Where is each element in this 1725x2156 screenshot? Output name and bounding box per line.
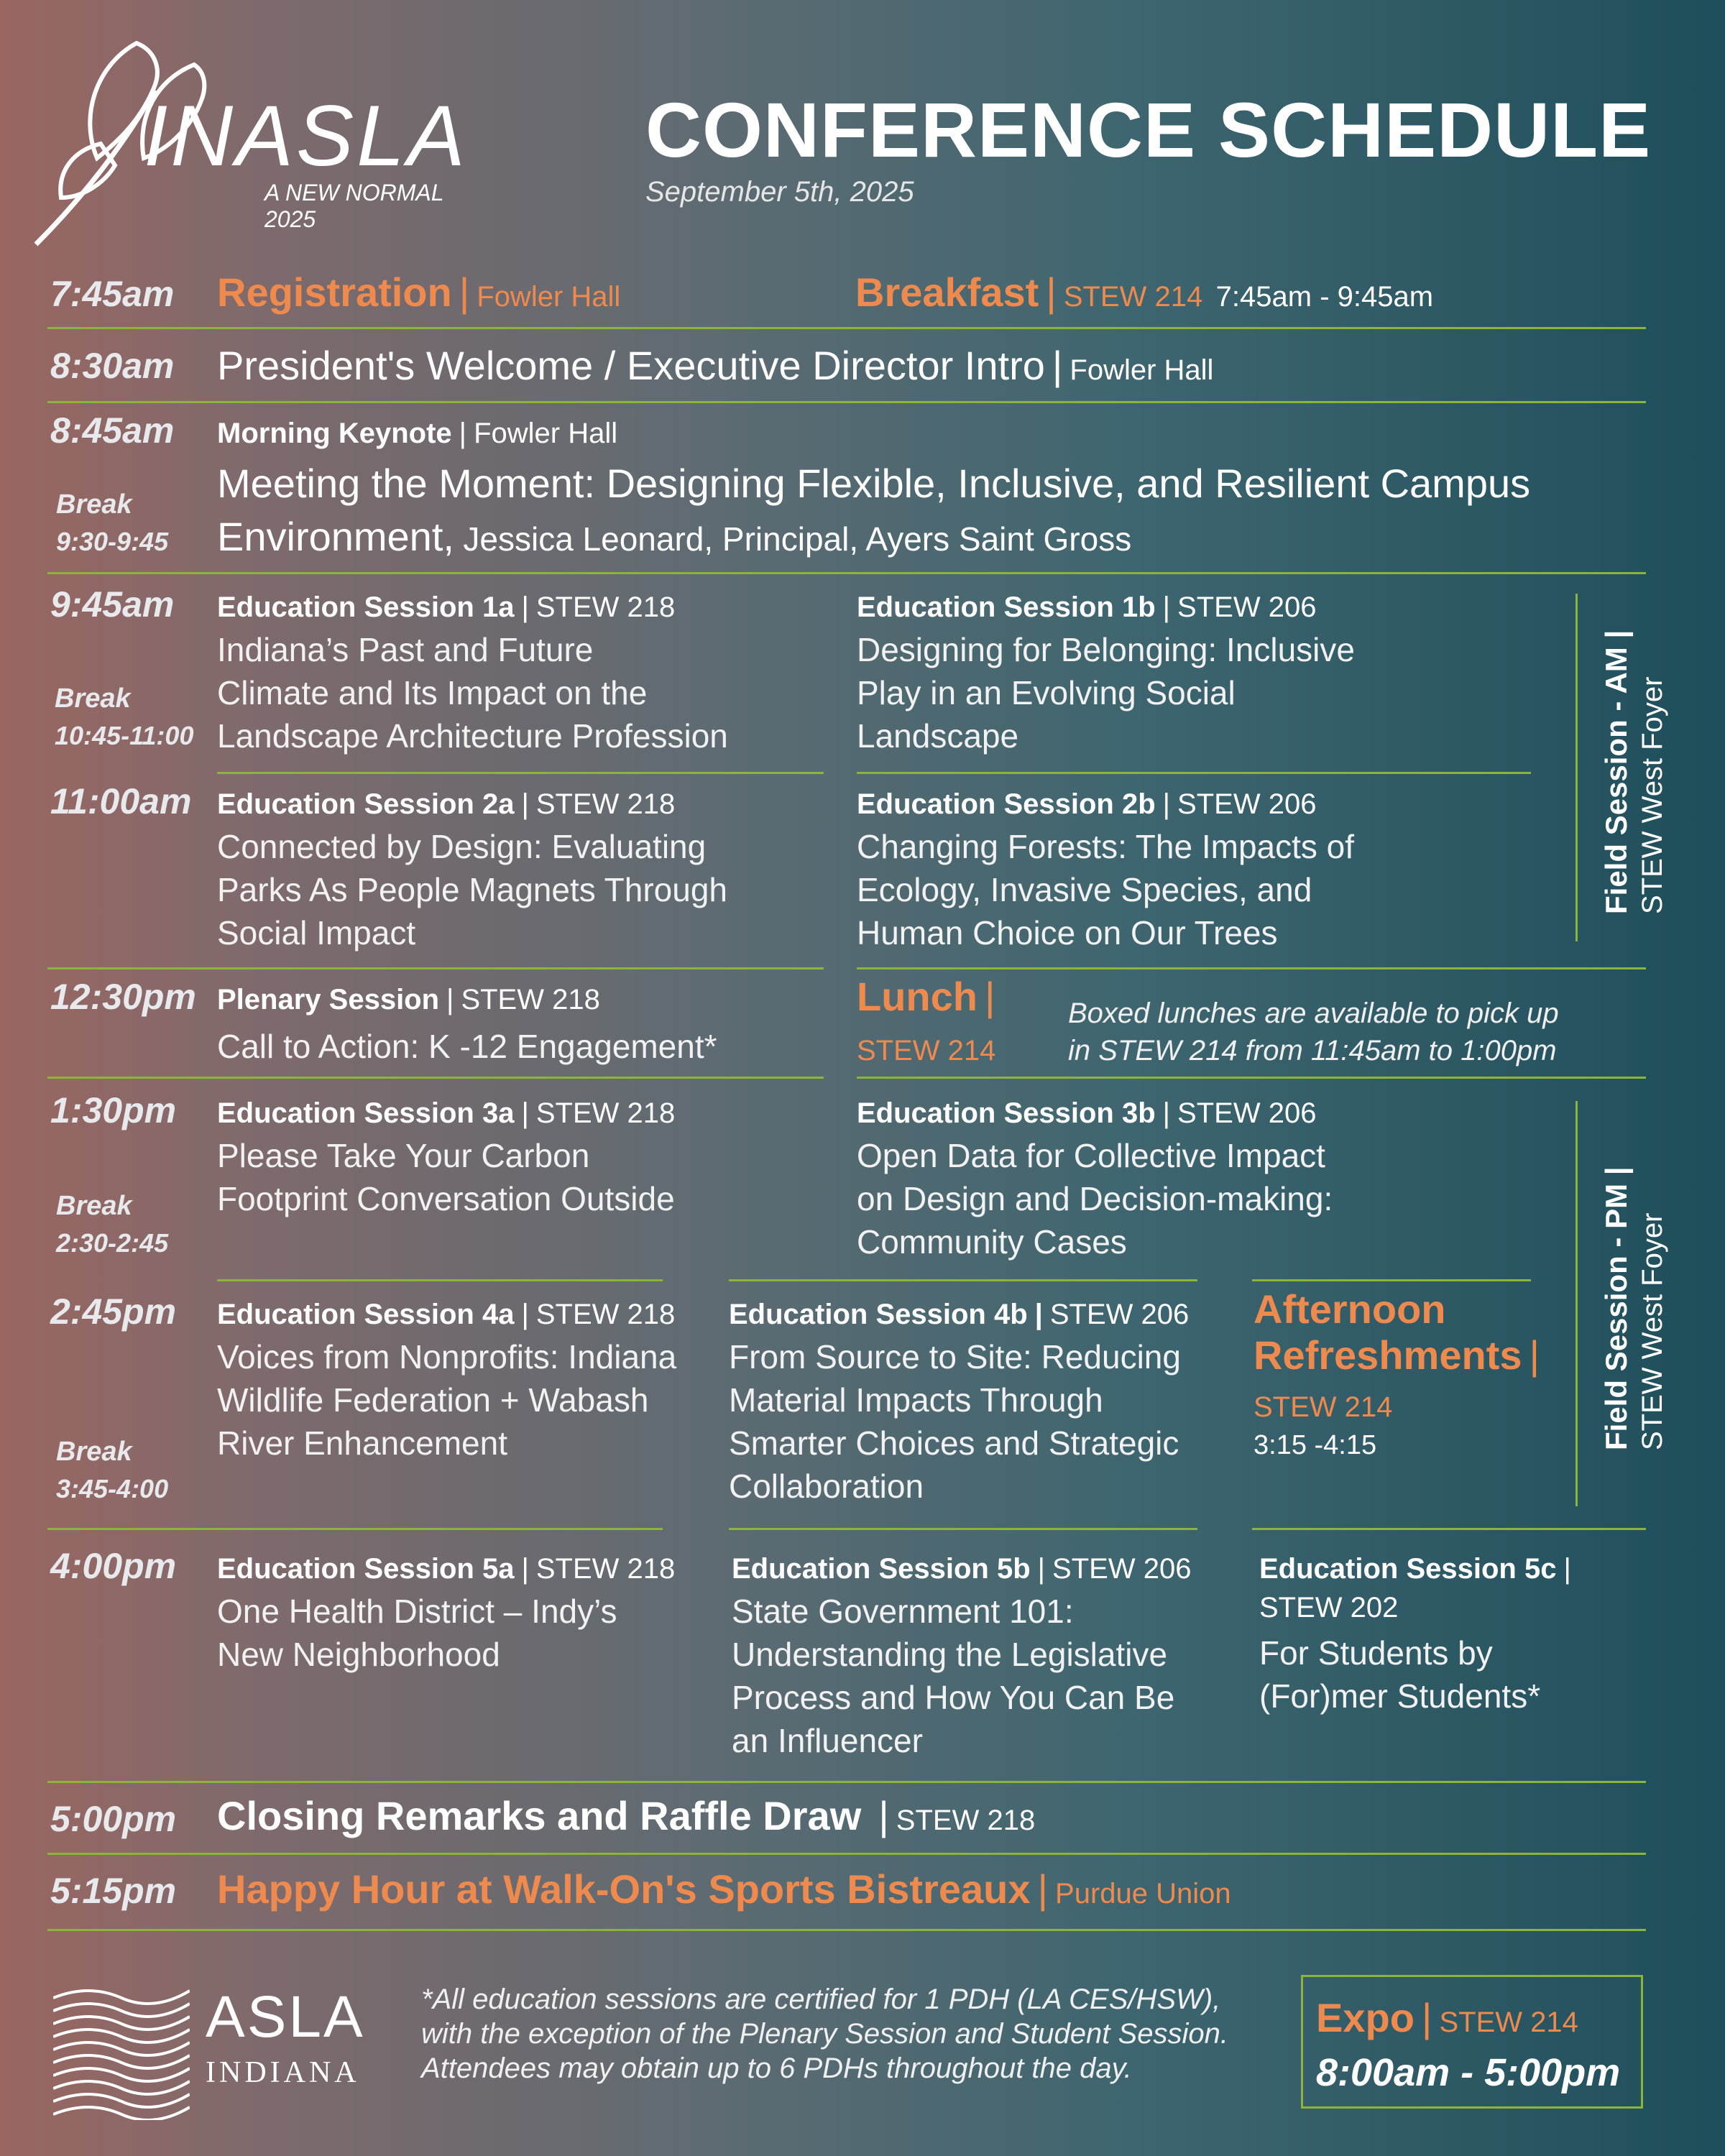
- title-line: Landscape Architecture Profession: [217, 717, 728, 755]
- session-2b-label: Education Session 2b: [857, 788, 1156, 820]
- welcome-location: Fowler Hall: [1070, 354, 1214, 386]
- wave-lines-icon: [53, 1984, 190, 2120]
- session-1a-title: [217, 628, 728, 757]
- session-5c-title: [1259, 1631, 1540, 1718]
- time-130: 1:30pm: [50, 1090, 177, 1130]
- session-5c-label: Education Session 5c: [1259, 1553, 1557, 1585]
- title-line: Voices from Nonprofits: Indiana: [217, 1338, 677, 1376]
- expo-location: STEW 214: [1439, 2007, 1578, 2038]
- note-line: with the exception of the Plenary Session and Student Session.: [421, 2018, 1228, 2050]
- breakfast-location: STEW 214: [1063, 281, 1203, 313]
- title-line: New Neighborhood: [217, 1636, 500, 1673]
- keynote-speaker: Jessica Leonard, Principal, Ayers Saint Gross: [463, 520, 1132, 558]
- plenary-label: Plenary Session: [217, 984, 440, 1015]
- session-1a-header: Education Session 1a | STEW 218: [217, 591, 676, 623]
- session-5a-header: Education Session 5a | STEW 218: [217, 1553, 676, 1585]
- break-time: 9:30-9:45: [56, 527, 169, 556]
- keynote-title-end: Environment,: [217, 514, 454, 559]
- field-session-am: [1598, 630, 1670, 914]
- session-3b-header: Education Session 3b | STEW 206: [857, 1097, 1317, 1129]
- happy-hour-location: Purdue Union: [1055, 1878, 1231, 1909]
- keynote-label: Morning Keynote: [217, 418, 452, 449]
- field-session-pm-title: Field Session - PM |: [1599, 1166, 1633, 1450]
- session-4a-label: Education Session 4a: [217, 1299, 515, 1330]
- session-5b-location: STEW 206: [1052, 1553, 1192, 1585]
- title-line: Open Data for Collective Impact: [857, 1137, 1325, 1174]
- session-5b-title: [732, 1590, 1174, 1762]
- break-label: Break: [56, 1437, 132, 1467]
- divider: [47, 327, 1646, 329]
- lunch-location: STEW 214: [857, 1035, 996, 1067]
- time-830: 8:30am: [50, 346, 175, 386]
- divider: [729, 1528, 1197, 1530]
- break-230: [56, 1187, 168, 1262]
- logo-tagline: A NEW NORMAL 2025: [264, 180, 443, 232]
- divider: [217, 1279, 663, 1281]
- session-5c-header: Education Session 5c | STEW 202: [1259, 1549, 1578, 1627]
- session-2b-header: Education Session 2b | STEW 206: [857, 788, 1317, 820]
- break-label: Break: [55, 683, 131, 714]
- expo-hours: 8:00am - 5:00pm: [1316, 2051, 1621, 2094]
- logo-name: INASLA: [144, 88, 468, 184]
- field-session-pm-bar: [1576, 1101, 1578, 1506]
- divider: [729, 1279, 1197, 1281]
- expo-title: Expo: [1316, 1995, 1414, 2040]
- session-1a-label: Education Session 1a: [217, 591, 515, 623]
- title-line: Human Choice on Our Trees: [857, 914, 1278, 952]
- session-1b-location: STEW 206: [1177, 591, 1317, 623]
- break-time: 3:45-4:00: [56, 1474, 169, 1503]
- title-line: Ecology, Invasive Species, and: [857, 871, 1312, 908]
- break-1045: [55, 680, 193, 755]
- registration-item: Registration | Fowler Hall: [217, 270, 621, 315]
- session-1b-title: [857, 628, 1355, 757]
- session-4a-header: Education Session 4a | STEW 218: [217, 1299, 676, 1330]
- keynote-title-line2: [217, 513, 1131, 560]
- session-4a-location: STEW 218: [535, 1299, 676, 1330]
- lunch-item: Lunch |: [857, 974, 995, 1019]
- divider: [857, 967, 1646, 969]
- session-3a-location: STEW 218: [535, 1097, 676, 1129]
- session-5b-header: Education Session 5b | STEW 206: [732, 1553, 1192, 1585]
- registration-location: Fowler Hall: [477, 281, 621, 313]
- refreshments-location: STEW 214: [1254, 1391, 1393, 1423]
- pdh-note: [421, 1982, 1228, 2086]
- title-line: Material Impacts Through: [729, 1381, 1103, 1419]
- time-845: 8:45am: [50, 410, 175, 451]
- break-345: [56, 1433, 168, 1508]
- time-500: 5:00pm: [50, 1799, 177, 1839]
- divider: [47, 401, 1646, 403]
- title-line: Process and How You Can Be: [732, 1679, 1175, 1716]
- title-line: Landscape: [857, 717, 1019, 755]
- divider: [217, 772, 824, 774]
- time-400: 4:00pm: [50, 1546, 177, 1586]
- refreshments-title-line2: Refreshments: [1254, 1332, 1522, 1378]
- keynote-location: Fowler Hall: [474, 418, 618, 449]
- note-line: *All education sessions are certified for 1 PDH (LA CES/HSW),: [421, 1984, 1221, 2015]
- session-3a-label: Education Session 3a: [217, 1097, 515, 1129]
- divider: [857, 772, 1531, 774]
- divider: [47, 572, 1646, 574]
- welcome-item: President's Welcome / Executive Director Intro | Fowler Hall: [217, 343, 1214, 388]
- title-line: Parks As People Magnets Through: [217, 871, 728, 908]
- field-session-pm: [1598, 1167, 1670, 1451]
- closing-item: Closing Remarks and Raffle Draw | STEW 218: [217, 1793, 1036, 1838]
- divider: [1252, 1279, 1531, 1281]
- title-line: One Health District – Indy’s: [217, 1593, 617, 1630]
- session-3b-label: Education Session 3b: [857, 1097, 1156, 1129]
- session-4b-location: STEW 206: [1049, 1299, 1190, 1330]
- registration-title: Registration: [217, 270, 452, 315]
- page-title: CONFERENCE SCHEDULE: [645, 86, 1652, 173]
- breakfast-title: Breakfast: [855, 270, 1039, 315]
- session-5b-label: Education Session 5b: [732, 1553, 1031, 1585]
- page-date: September 5th, 2025: [645, 176, 914, 208]
- session-3a-title: [217, 1134, 675, 1220]
- session-3b-title: [857, 1134, 1333, 1263]
- session-4b-label: Education Session 4b: [729, 1299, 1028, 1330]
- session-3b-location: STEW 206: [1177, 1097, 1317, 1129]
- keynote-title-line1: Meeting the Moment: Designing Flexible, Inclusive, and Resilient Campus: [217, 461, 1531, 506]
- time-745: 7:45am: [50, 274, 175, 314]
- title-line: Community Cases: [857, 1223, 1127, 1261]
- time-515: 5:15pm: [50, 1871, 177, 1911]
- time-1230: 12:30pm: [50, 977, 196, 1017]
- expo-box: Expo | STEW 214 8:00am - 5:00pm: [1301, 1975, 1643, 2109]
- session-4a-title: [217, 1335, 676, 1465]
- refreshments-time: 3:15 -4:15: [1254, 1430, 1377, 1460]
- refreshments-title-line1: Afternoon: [1254, 1286, 1446, 1332]
- field-session-am-bar: [1576, 594, 1578, 941]
- title-line: Designing for Belonging: Inclusive: [857, 631, 1355, 668]
- divider: [47, 1528, 663, 1530]
- session-2a-title: [217, 825, 727, 954]
- note-line: Attendees may obtain up to 6 PDHs throughout the day.: [421, 2053, 1132, 2084]
- lunch-note-line: Boxed lunches are available to pick up: [1068, 998, 1559, 1029]
- break-time: 10:45-11:00: [55, 721, 194, 750]
- conference-logo: [29, 36, 489, 252]
- divider: [47, 1781, 1646, 1783]
- title-line: (For)mer Students*: [1259, 1677, 1541, 1715]
- break-label: Break: [56, 489, 132, 520]
- title-line: Climate and Its Impact on the: [217, 674, 648, 711]
- session-1b-label: Education Session 1b: [857, 591, 1156, 623]
- lunch-note-line: in STEW 214 from 11:45am to 1:00pm: [1068, 1035, 1557, 1067]
- session-2b-title: [857, 825, 1354, 954]
- refreshments-item: Afternoon Refreshments |: [1254, 1286, 1547, 1389]
- time-245: 2:45pm: [50, 1291, 177, 1332]
- asla-wordmark: ASLA: [206, 1984, 365, 2050]
- lunch-title: Lunch: [857, 974, 978, 1019]
- time-1100: 11:00am: [50, 781, 192, 821]
- session-5a-label: Education Session 5a: [217, 1553, 515, 1585]
- title-line: River Enhancement: [217, 1424, 507, 1462]
- session-2a-location: STEW 218: [535, 788, 676, 820]
- break-time: 2:30-2:45: [56, 1228, 169, 1258]
- session-2b-location: STEW 206: [1177, 788, 1317, 820]
- divider: [47, 1929, 1646, 1931]
- title-line: Changing Forests: The Impacts of: [857, 828, 1355, 865]
- title-line: Understanding the Legislative: [732, 1636, 1168, 1673]
- title-line: From Source to Site: Reducing: [729, 1338, 1181, 1376]
- session-1a-location: STEW 218: [535, 591, 676, 623]
- happy-hour-item: Happy Hour at Walk-On's Sports Bistreaux | Purdue Union: [217, 1866, 1231, 1912]
- lunch-note: [1068, 995, 1559, 1069]
- field-session-am-title: Field Session - AM |: [1599, 630, 1633, 914]
- plenary-header: Plenary Session | STEW 218: [217, 984, 600, 1015]
- divider: [47, 967, 824, 969]
- title-line: Play in an Evolving Social: [857, 674, 1236, 711]
- session-2a-header: Education Session 2a | STEW 218: [217, 788, 676, 820]
- title-line: Please Take Your Carbon: [217, 1137, 590, 1174]
- session-1b-header: Education Session 1b | STEW 206: [857, 591, 1317, 623]
- session-2a-label: Education Session 2a: [217, 788, 515, 820]
- title-line: State Government 101:: [732, 1593, 1074, 1630]
- divider: [47, 1853, 1646, 1855]
- indiana-wordmark: INDIANA: [206, 2056, 360, 2089]
- plenary-title: Call to Action: K -12 Engagement*: [217, 1028, 717, 1065]
- title-line: Wildlife Federation + Wabash: [217, 1381, 649, 1419]
- title-line: Smarter Choices and Strategic: [729, 1424, 1179, 1462]
- time-945: 9:45am: [50, 584, 175, 625]
- field-session-am-location: STEW West Foyer: [1637, 676, 1668, 914]
- title-line: Collaboration: [729, 1468, 924, 1505]
- session-5a-location: STEW 218: [535, 1553, 676, 1585]
- title-line: Indiana’s Past and Future: [217, 631, 594, 668]
- plenary-location: STEW 218: [461, 984, 600, 1015]
- break-label: Break: [56, 1191, 132, 1221]
- session-4b-header: Education Session 4b | STEW 206: [729, 1299, 1190, 1330]
- title-line: Social Impact: [217, 914, 416, 952]
- asla-indiana-logo: [53, 1984, 384, 2127]
- breakfast-item: Breakfast | STEW 214 7:45am - 9:45am: [855, 270, 1434, 315]
- happy-hour-title: Happy Hour at Walk-On's Sports Bistreaux: [217, 1866, 1031, 1912]
- title-line: For Students by: [1259, 1634, 1493, 1672]
- breakfast-hours: 7:45am - 9:45am: [1215, 281, 1434, 313]
- closing-location: STEW 218: [896, 1805, 1036, 1836]
- title-line: on Design and Decision-making:: [857, 1180, 1333, 1217]
- divider: [857, 1077, 1646, 1079]
- session-3a-header: Education Session 3a | STEW 218: [217, 1097, 676, 1129]
- divider: [1252, 1528, 1646, 1530]
- title-line: Connected by Design: Evaluating: [217, 828, 707, 865]
- break-930: [56, 486, 168, 561]
- divider: [47, 1077, 824, 1079]
- welcome-title: President's Welcome / Executive Director Intro: [217, 343, 1045, 388]
- title-line: Footprint Conversation Outside: [217, 1180, 675, 1217]
- field-session-pm-location: STEW West Foyer: [1637, 1212, 1668, 1450]
- session-5c-location: STEW 202: [1259, 1592, 1399, 1623]
- closing-title: Closing Remarks and Raffle Draw: [217, 1793, 862, 1838]
- title-line: an Influencer: [732, 1722, 923, 1759]
- session-4b-title: [729, 1335, 1181, 1508]
- keynote-header: Morning Keynote | Fowler Hall: [217, 418, 618, 449]
- session-5a-title: [217, 1590, 617, 1676]
